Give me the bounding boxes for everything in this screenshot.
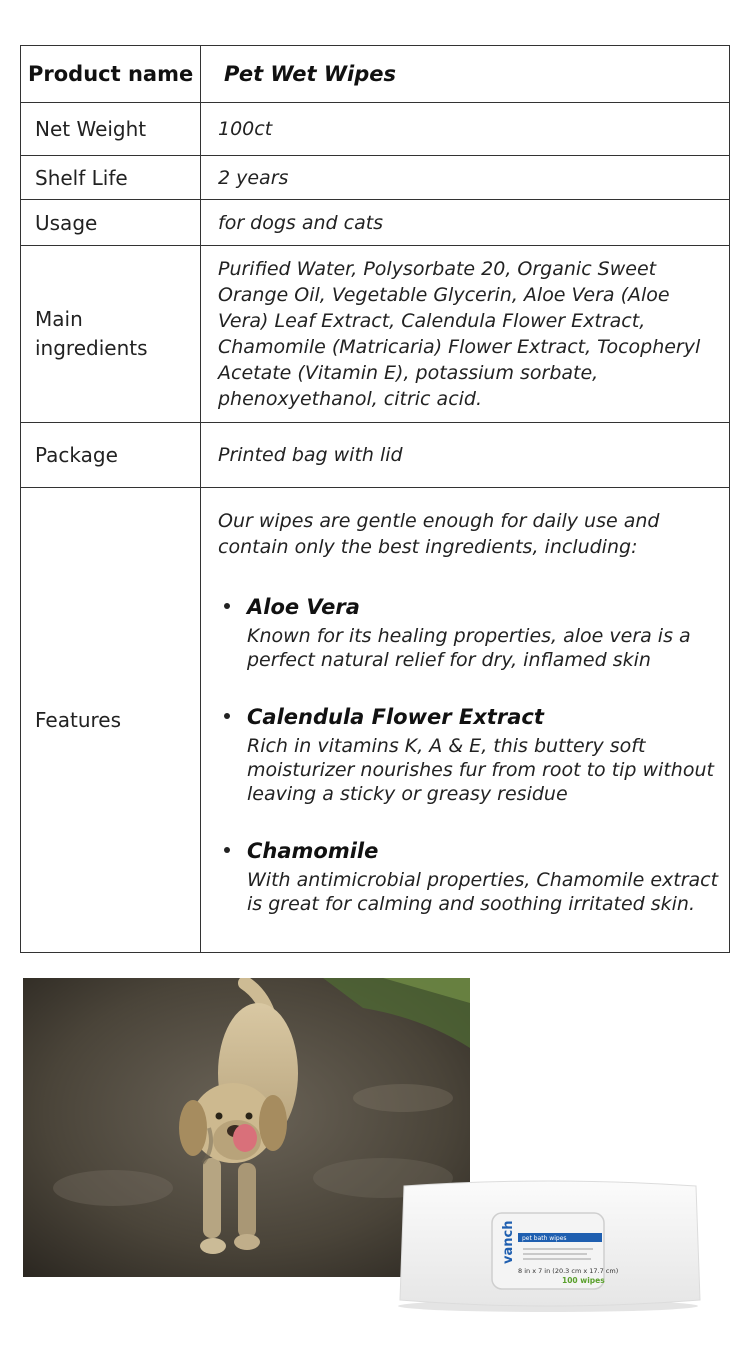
product-name-label: Product name: [21, 46, 201, 103]
bullet-icon: [224, 603, 230, 609]
product-spec-table: [20, 45, 730, 953]
feature-item: [218, 836, 721, 916]
ingredients-label: [21, 246, 201, 423]
row-features: [21, 488, 730, 953]
package-value: Printed bag with lid: [201, 423, 730, 488]
row-shelf-life: [21, 156, 730, 200]
feature-title: Chamomile: [247, 839, 379, 863]
features-label: Features: [21, 488, 201, 953]
row-usage: [21, 200, 730, 246]
net-weight-label: Net Weight: [21, 103, 201, 156]
wipes-package-image: [398, 1180, 703, 1312]
pack-product-label: pet bath wipes: [522, 1235, 567, 1242]
bullet-icon: [224, 713, 230, 719]
package-label: Package: [21, 423, 201, 488]
feature-title: Calendula Flower Extract: [247, 705, 544, 729]
shelf-life-label: Shelf Life: [21, 156, 201, 200]
feature-title: Aloe Vera: [247, 595, 360, 619]
pack-size-text: 8 in x 7 in (20.3 cm x 17.7 cm): [518, 1267, 619, 1275]
feature-description: Rich in vitamins K, A & E, this buttery soft moisturizer nourishes fur from root to tip without leaving a sticky or greasy residue: [247, 735, 714, 805]
shelf-life-value: 2 years: [201, 156, 730, 200]
pack-brand: vanch: [501, 1220, 516, 1264]
usage-label: Usage: [21, 200, 201, 246]
product-name-value: Pet Wet Wipes: [201, 46, 730, 103]
row-product-name: [21, 46, 730, 103]
feature-item: [218, 702, 721, 806]
feature-description: Known for its healing properties, aloe vera is a perfect natural relief for dry, inflamed skin: [247, 625, 691, 671]
pack-count-text: 100 wipes: [562, 1276, 605, 1285]
row-package: [21, 423, 730, 488]
wipes-package-illustration: [398, 1180, 703, 1312]
bullet-icon: [224, 847, 230, 853]
net-weight-value: 100ct: [201, 103, 730, 156]
feature-item: [218, 592, 721, 672]
ingredients-label-line1: Main: [35, 307, 83, 331]
row-net-weight: [21, 103, 730, 156]
ingredients-value: Purified Water, Polysorbate 20, Organic Sweet Orange Oil, Vegetable Glycerin, Aloe Vera (Aloe Vera) Leaf Extract, Calendula Flower Extract, Chamomile (Matricaria) Flower Extract, Tocopheryl Acetate (Vitamin E), potassium sorbate, phenoxyethanol, citric acid.: [201, 246, 730, 423]
row-main-ingredients: [21, 246, 730, 423]
feature-description: With antimicrobial properties, Chamomile extract is great for calming and soothing irritated skin.: [247, 869, 719, 915]
features-intro: Our wipes are gentle enough for daily use and contain only the best ingredients, including:: [218, 510, 660, 558]
usage-value: for dogs and cats: [201, 200, 730, 246]
features-cell: [201, 488, 730, 953]
ingredients-label-line2: ingredients: [35, 336, 148, 360]
